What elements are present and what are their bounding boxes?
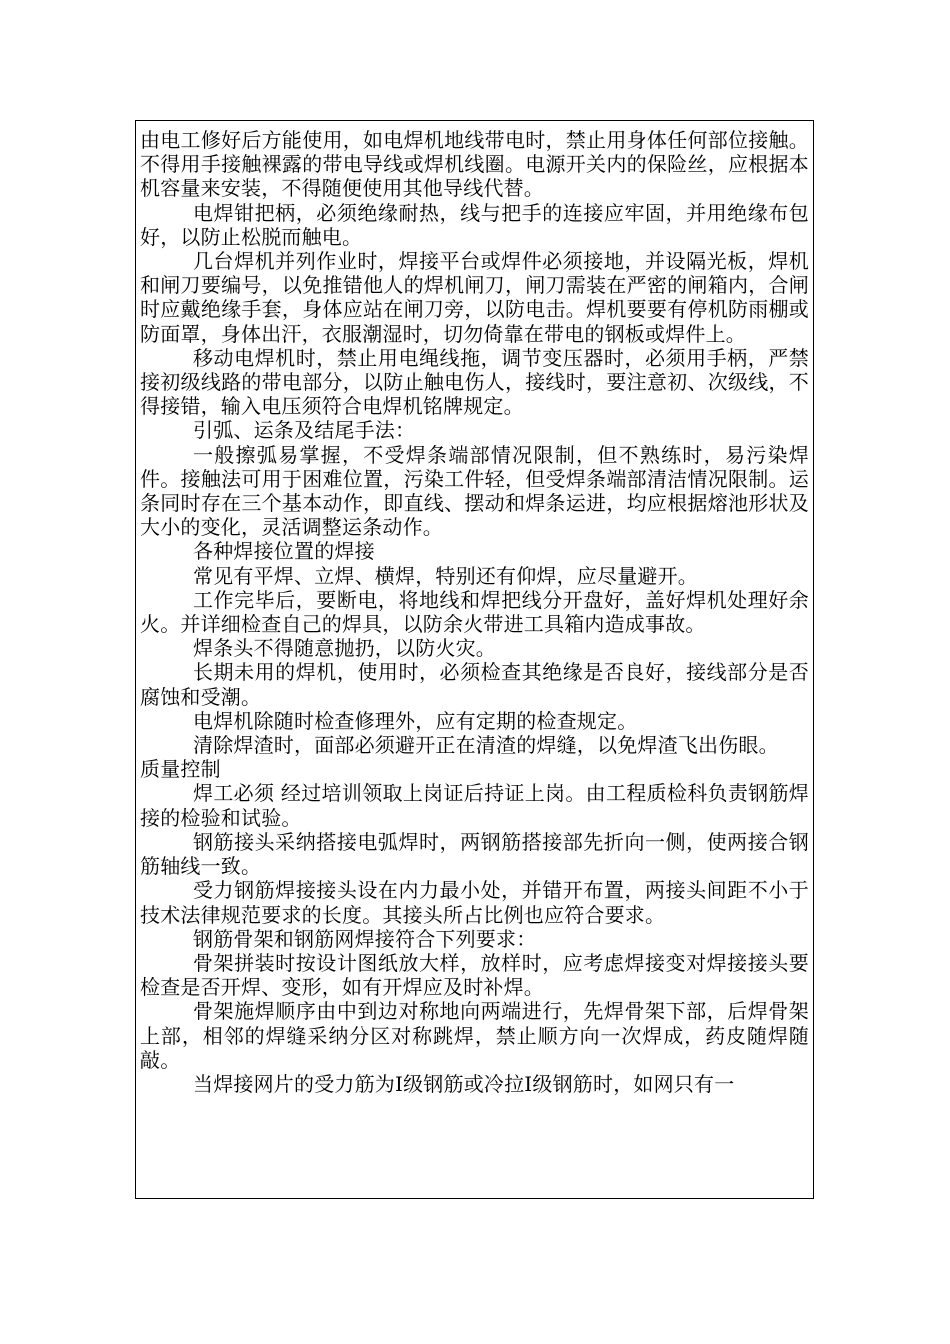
document-frame: [135, 120, 814, 1199]
section-heading: 质量控制: [140, 757, 221, 782]
paragraph: 清除焊渣时，面部必须避开正在清渣的焊缝，以免焊渣飞出伤眼。: [193, 733, 779, 758]
paragraph: 电焊机除随时检查修理外，应有定期的检查规定。: [193, 708, 638, 733]
paragraph: 长期未用的焊机，使用时，必须检查其绝缘是否良好，接线部分是否腐蚀和受潮。: [140, 660, 809, 709]
paragraph: 几台焊机并列作业时，焊接平台或焊件必须接地，并设隔光板，焊机和闸刀要编号，以免推错他人的焊机闸刀，闸刀需装在严密的闸箱内，合闸时应戴绝缘手套，身体应站在闸刀旁，以防电击。焊机要要有停机防雨棚或防面罩，身体出汗，衣服潮湿时，切勿倚靠在带电的钢板或焊件上。: [140, 249, 809, 346]
paragraph: 钢筋接头采纳搭接电弧焊时，两钢筋搭接部先折向一侧，使两接合钢筋轴线一致。: [140, 829, 809, 879]
section-heading: 引弧、运条及结尾手法：: [193, 418, 416, 443]
paragraph: 由电工修好后方能使用，如电焊机地线带电时，禁止用身体任何部位接触。不得用手接触裸露的带电导线或焊机线圈。电源开关内的保险丝，应根据本机容量来安装，不得随便使用其他导线代替。: [140, 128, 809, 201]
paragraph: 工作完毕后，要断电，将地线和焊把线分开盘好，盖好焊机处理好余火。并详细检查自己的焊具，以防余火带进工具箱内造成事故。: [140, 587, 809, 637]
paragraph: 骨架施焊顺序由中到边对称地向两端进行，先焊骨架下部，后焊骨架上部，相邻的焊缝采纳分区对称跳焊，禁止顺方向一次焊成，药皮随焊随敲。: [140, 999, 809, 1072]
document-body: [140, 128, 809, 1096]
paragraph: 电焊钳把柄，必须绝缘耐热，线与把手的连接应牢固，并用绝缘布包好，以防止松脱而触电。: [140, 200, 809, 249]
paragraph: 钢筋骨架和钢筋网焊接符合下列要求：: [193, 926, 537, 951]
paragraph: 一般擦弧易掌握，不受焊条端部情况限制，但不熟练时，易污染焊件。接触法可用于困难位置，污染工件轻，但受焊条端部清洁情况限制。运条同时存在三个基本动作，即直线、摆动和焊条运进，均应根据熔池形状及大小的变化，灵活调整运条动作。: [140, 442, 809, 540]
paragraph: 常见有平焊、立焊、横焊，特别还有仰焊，应尽量避开。: [193, 563, 698, 588]
paragraph: 当焊接网片的受力筋为Ⅰ级钢筋或冷拉Ⅰ级钢筋时，如网只有一: [193, 1071, 735, 1096]
section-heading: 各种焊接位置的焊接: [193, 539, 375, 564]
paragraph: 移动电焊机时，禁止用电绳线拖，调节变压器时，必须用手柄，严禁接初级线路的带电部分，以防止触电伤人，接线时，要注意初、次级线，不得接错，输入电压须符合电焊机铭牌规定。: [140, 345, 809, 419]
paragraph: 焊工必须 经过培训领取上岗证后持证上岗。由工程质检科负责钢筋焊接的检验和试验。: [140, 781, 809, 830]
paragraph: 受力钢筋焊接接头设在内力最小处，并错开布置，两接头间距不小于技术法律规范要求的长度。其接头所占比例也应符合要求。: [140, 878, 809, 927]
paragraph: 焊条头不得随意抛扔，以防火灾。: [193, 636, 496, 661]
paragraph: 骨架拼装时按设计图纸放大样，放样时，应考虑焊接变对焊接接头要检查是否开焊、变形，如有开焊应及时补焊。: [140, 950, 809, 1000]
